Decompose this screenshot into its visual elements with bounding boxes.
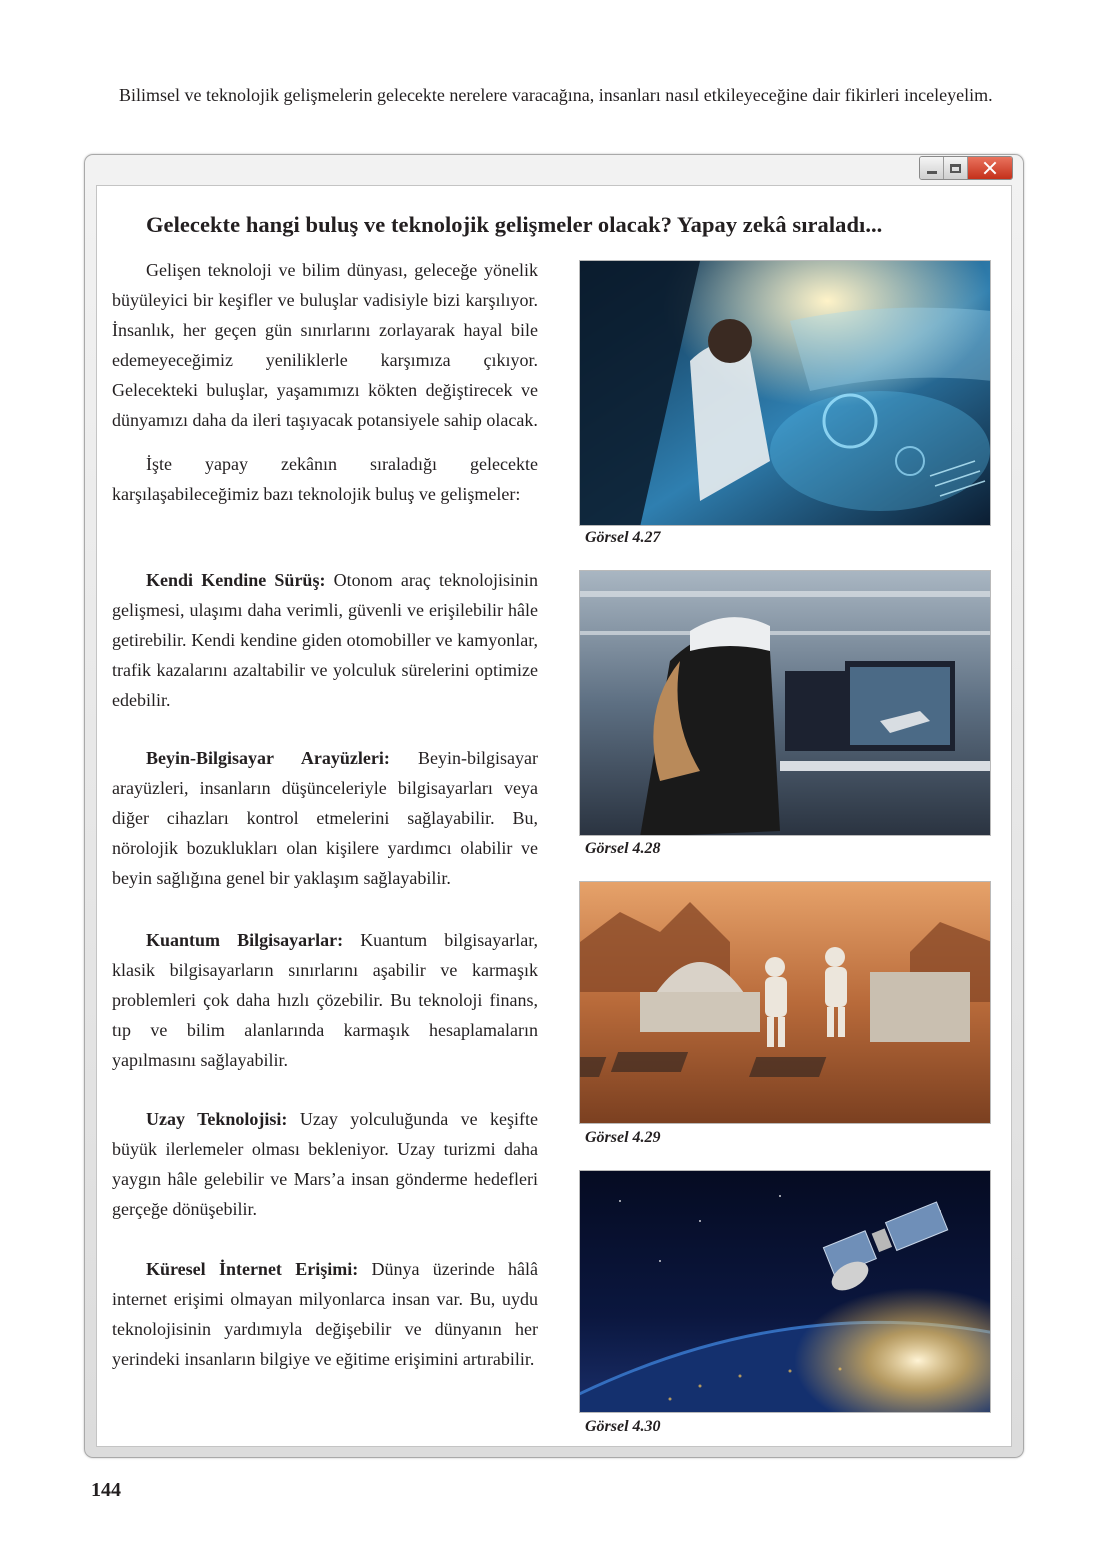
intro-paragraph: Bilimsel ve teknolojik gelişmelerin gelecekte nerelere varacağına, insanları nasıl etkileyeceğine dair fikirleri inceleyelim. xyxy=(119,85,993,105)
section-space xyxy=(112,1104,538,1224)
page-number: 144 xyxy=(91,1479,121,1501)
window-titlebar xyxy=(85,155,1023,183)
section-text: Uzay yolculuğunda ve keşifte büyük ilerlemeler olması bekleniyor. Uzay turizmi daha yaygın hâle gelebilir ve Mars’a insan gönderme hedefleri gerçeğe dönüşebilir. xyxy=(112,1109,538,1219)
maximize-button[interactable] xyxy=(944,157,968,179)
section-text: Otonom araç teknolojisinin gelişmesi, ulaşımı daha verimli, güvenli ve erişilebilir hâle getirebilir. Kendi kendine giden otomobiller ve kamyonlar, trafik kazalarını azaltabilir ve yolculuk sürelerini optimize edebilir. xyxy=(112,570,539,710)
article-paragraph: Gelişen teknoloji ve bilim dünyası, geleceğe yönelik büyüleyici bir keşifler ve buluşlar vadisiyle bizi karşılıyor. İnsanlık, her geçen gün sınırlarını zorlayarak hayal bile edemeyeceğimiz yeniliklerle karşımıza çıkıyor. Gelecekteki buluşlar, yaşamımızı kökten değiştirecek ve dünyamızı daha da ileri taşıyacak potansiyele sahip olacak. xyxy=(112,260,538,430)
section-quantum xyxy=(112,925,538,1075)
text-block-intro xyxy=(112,255,538,509)
photo-vr-headset xyxy=(579,570,991,836)
minimize-button[interactable] xyxy=(920,157,944,179)
section-text: Kuantum bilgisayarlar, klasik bilgisayarların sınırlarını aşabilir ve karmaşık problemleri çok daha hızlı çözebilir. Bu teknoloji finans, tıp ve bilim alanlarında karmaşık hesaplamaların yapılmasını sağlayabilir. xyxy=(112,930,539,1070)
maximize-icon xyxy=(950,164,961,173)
figure-caption: Görsel 4.27 xyxy=(585,529,661,546)
close-button[interactable] xyxy=(968,157,1012,179)
photo-mars-base xyxy=(579,881,991,1124)
section-text: Dünya üzerinde hâlâ internet erişimi olmayan milyonlarca insan var. Bu, uydu teknolojisinin yardımıyla değişebilir ve dünyanın her yerindeki insanların bilgiye ve eğitime erişimini artırabilir. xyxy=(112,1259,538,1369)
section-self-driving xyxy=(112,565,538,715)
section-heading: Uzay Teknolojisi: xyxy=(146,1109,288,1129)
section-internet xyxy=(112,1254,538,1374)
photo-satellite-earth xyxy=(579,1170,991,1413)
photo-autonomous-car xyxy=(579,260,991,526)
section-heading: Kuantum Bilgisayarlar: xyxy=(146,930,344,950)
close-icon xyxy=(983,161,997,175)
window-controls xyxy=(919,156,1013,180)
article-paragraph: İşte yapay zekânın sıraladığı gelecekte karşılaşabileceğimiz bazı teknolojik buluş ve gelişmeler: xyxy=(112,454,538,504)
section-heading: Beyin-Bilgisayar Arayüzleri: xyxy=(146,748,390,768)
figure-caption: Görsel 4.30 xyxy=(585,1418,661,1435)
figure-caption: Görsel 4.28 xyxy=(585,840,661,857)
figure-caption: Görsel 4.29 xyxy=(585,1129,661,1146)
section-brain-computer xyxy=(112,743,538,893)
minimize-icon xyxy=(927,171,937,174)
section-heading: Küresel İnternet Erişimi: xyxy=(146,1259,359,1279)
section-text: Beyin-bilgisayar arayüzleri, insanların düşünceleriyle bilgisayarları veya diğer cihazları kontrol etmelerini sağlayabilir. Bu, nörolojik bozuklukları olan kişilere yardımcı olabilir ve beyin sağlığına genel bir yaklaşım sağlayabilir. xyxy=(112,748,538,888)
section-heading: Kendi Kendine Sürüş: xyxy=(146,570,326,590)
article-title: Gelecekte hangi buluş ve teknolojik gelişmeler olacak? Yapay zekâ sıraladı... xyxy=(146,212,883,237)
